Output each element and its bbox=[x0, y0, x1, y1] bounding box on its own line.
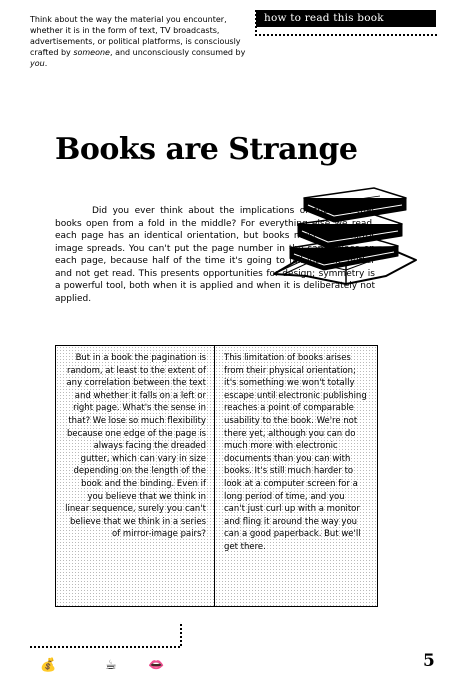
note-text-1: Think about the way the material you encounter, whether it is in the form of text, TV broadcasts, advertisements, or political platforms, is consciously crafted by bbox=[30, 15, 241, 57]
note-text-2: , and unconsciously consumed by bbox=[109, 48, 246, 57]
footer-divider-vertical bbox=[180, 624, 182, 648]
intro-paragraph bbox=[55, 205, 375, 305]
note-emphasis-someone: someone bbox=[73, 48, 110, 57]
lips-icon: 👄 bbox=[148, 658, 165, 673]
footer-divider-horizontal bbox=[30, 646, 180, 648]
note-text-3: . bbox=[44, 59, 48, 68]
header-divider-horizontal bbox=[255, 34, 437, 36]
header-note bbox=[30, 14, 252, 69]
coffee-cup-icon: ☕ bbox=[105, 658, 117, 673]
section-label: how to read this book bbox=[264, 12, 384, 24]
intro-text: Did you ever think about the implications of the fact that books open from a fold in the middle? For everything else we read, each page has an identical orientation, but books must have mirror image spreads. You can't put the page number in the same place on each page, because half of the time it's going to fall into the gutter and not get read. This presents opportunities for design; symmetry is a powerful tool, both when it is applied and when it is deliberately not applied. bbox=[55, 206, 375, 304]
section-label-bar bbox=[256, 10, 436, 27]
left-box-text: But in a book the pagination is random, at least to the extent of any correlation between the text and whether it falls on a left or right page. What's the sense in that? We lose so much flexibility because one edge of the page is always facing the dreaded gutter, which can vary in size depending on the length of the book and the binding. Even if you believe that we think in linear sequence, surely you can't believe that we think in a series of mirror-image pairs? bbox=[65, 353, 206, 540]
note-emphasis-you: you bbox=[30, 59, 45, 68]
money-bag-icon: 💰 bbox=[40, 658, 57, 673]
page-number: 5 bbox=[423, 651, 435, 671]
box-divider bbox=[214, 346, 215, 606]
right-box-text: This limitation of books arises from their physical orientation; it's something we won't totally escape until electronic publishing reaches a point of comparable usability to the book. We're not there yet, although you can do much more with electronic documents than you can with books. It's still much harder to look at a computer screen for a long period of time, and you can't just curl up with a monitor and fling it around the way you can a good paperback. But we'll get there. bbox=[224, 353, 367, 552]
page-title: Books are Strange bbox=[55, 132, 358, 167]
sidebar-boxes bbox=[55, 345, 378, 607]
